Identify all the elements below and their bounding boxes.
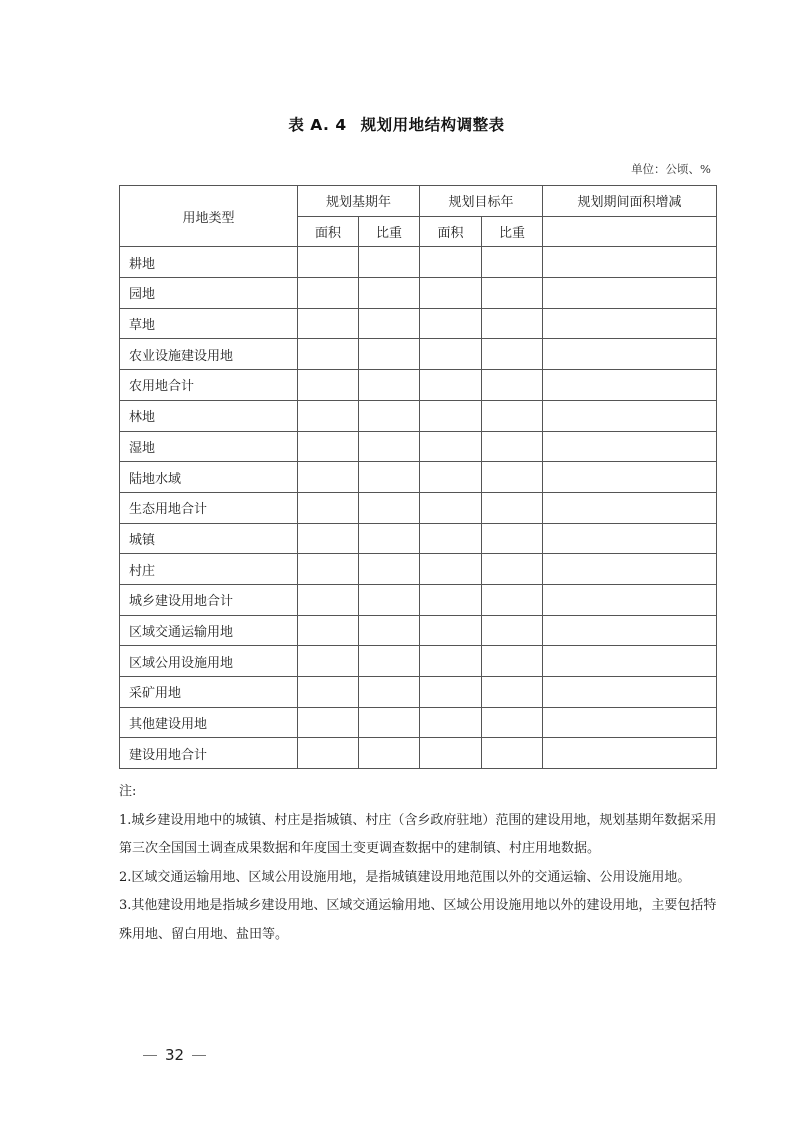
table-row <box>120 738 717 769</box>
row-label: 农业设施建设用地 <box>120 339 298 370</box>
cell-base-ratio <box>359 615 420 646</box>
cell-base-ratio <box>359 462 420 493</box>
row-label: 生态用地合计 <box>120 492 298 523</box>
header-target-ratio: 比重 <box>482 216 543 247</box>
row-label: 城镇 <box>120 523 298 554</box>
table-row <box>120 677 717 708</box>
row-label: 村庄 <box>120 554 298 585</box>
cell-target-area <box>420 308 482 339</box>
row-label: 其他建设用地 <box>120 707 298 738</box>
note-item-3: 3.其他建设用地是指城乡建设用地、区域交通运输用地、区域公用设施用地以外的建设用地，主要包括特殊用地、留白用地、盐田等。 <box>119 898 717 942</box>
row-label: 区域公用设施用地 <box>120 646 298 677</box>
cell-change <box>543 247 717 278</box>
cell-base-area <box>298 615 359 646</box>
cell-target-area <box>420 646 482 677</box>
land-structure-table <box>119 185 717 769</box>
notes-heading: 注: <box>119 784 137 799</box>
cell-base-ratio <box>359 400 420 431</box>
cell-change <box>543 677 717 708</box>
table-row <box>120 247 717 278</box>
cell-change <box>543 646 717 677</box>
cell-target-area <box>420 554 482 585</box>
cell-target-area <box>420 370 482 401</box>
cell-base-ratio <box>359 308 420 339</box>
cell-base-area <box>298 677 359 708</box>
cell-target-area <box>420 339 482 370</box>
cell-change <box>543 431 717 462</box>
cell-target-ratio <box>482 247 543 278</box>
dash-right <box>192 1055 206 1056</box>
cell-target-area <box>420 278 482 309</box>
cell-change <box>543 615 717 646</box>
cell-base-area <box>298 400 359 431</box>
cell-base-ratio <box>359 278 420 309</box>
cell-target-ratio <box>482 278 543 309</box>
table-row <box>120 431 717 462</box>
table-row <box>120 646 717 677</box>
cell-change <box>543 308 717 339</box>
table-row <box>120 308 717 339</box>
cell-change <box>543 339 717 370</box>
table-row <box>120 584 717 615</box>
cell-base-ratio <box>359 339 420 370</box>
cell-base-ratio <box>359 584 420 615</box>
cell-base-ratio <box>359 554 420 585</box>
cell-target-ratio <box>482 370 543 401</box>
cell-target-area <box>420 400 482 431</box>
dash-left <box>143 1055 157 1056</box>
cell-target-ratio <box>482 584 543 615</box>
note-item-2: 2.区域交通运输用地、区域公用设施用地，是指城镇建设用地范围以外的交通运输、公用设施用地。 <box>119 869 691 885</box>
cell-base-ratio <box>359 431 420 462</box>
cell-base-area <box>298 339 359 370</box>
cell-target-area <box>420 584 482 615</box>
cell-change <box>543 523 717 554</box>
table-row <box>120 492 717 523</box>
row-label: 陆地水域 <box>120 462 298 493</box>
cell-target-ratio <box>482 523 543 554</box>
cell-target-area <box>420 615 482 646</box>
row-label: 园地 <box>120 278 298 309</box>
cell-base-ratio <box>359 492 420 523</box>
cell-base-ratio <box>359 646 420 677</box>
header-row-1 <box>120 186 717 217</box>
notes-section <box>119 778 719 949</box>
page-number: 32 <box>165 1046 185 1064</box>
cell-change <box>543 400 717 431</box>
header-base-ratio: 比重 <box>359 216 420 247</box>
cell-target-ratio <box>482 646 543 677</box>
header-base-area: 面积 <box>298 216 359 247</box>
cell-target-ratio <box>482 738 543 769</box>
cell-target-area <box>420 738 482 769</box>
cell-base-area <box>298 646 359 677</box>
cell-target-ratio <box>482 492 543 523</box>
cell-target-ratio <box>482 431 543 462</box>
cell-target-ratio <box>482 615 543 646</box>
cell-change <box>543 492 717 523</box>
cell-base-ratio <box>359 677 420 708</box>
cell-target-ratio <box>482 554 543 585</box>
cell-target-area <box>420 247 482 278</box>
cell-base-area <box>298 431 359 462</box>
cell-change <box>543 738 717 769</box>
cell-base-area <box>298 462 359 493</box>
cell-base-area <box>298 278 359 309</box>
table-number: 表 A. 4 <box>288 116 347 134</box>
row-label: 采矿用地 <box>120 677 298 708</box>
cell-base-ratio <box>359 738 420 769</box>
header-base-year: 规划基期年 <box>298 186 420 217</box>
cell-target-area <box>420 431 482 462</box>
header-target-area: 面积 <box>420 216 482 247</box>
cell-change <box>543 584 717 615</box>
cell-base-area <box>298 584 359 615</box>
row-label: 农用地合计 <box>120 370 298 401</box>
cell-change <box>543 707 717 738</box>
cell-target-ratio <box>482 707 543 738</box>
cell-change <box>543 370 717 401</box>
cell-base-ratio <box>359 370 420 401</box>
table-row <box>120 615 717 646</box>
header-change-blank <box>543 216 717 247</box>
cell-base-area <box>298 370 359 401</box>
row-label: 建设用地合计 <box>120 738 298 769</box>
cell-target-ratio <box>482 308 543 339</box>
row-label: 湿地 <box>120 431 298 462</box>
cell-target-ratio <box>482 462 543 493</box>
cell-target-area <box>420 462 482 493</box>
row-label: 耕地 <box>120 247 298 278</box>
table-row <box>120 707 717 738</box>
note-item-1: 1.城乡建设用地中的城镇、村庄是指城镇、村庄（含乡政府驻地）范围的建设用地，规划基期年数据采用第三次全国国土调查成果数据和年度国土变更调查数据中的建制镇、村庄用地数据。 <box>119 812 717 856</box>
cell-base-area <box>298 738 359 769</box>
cell-base-area <box>298 707 359 738</box>
cell-base-ratio <box>359 247 420 278</box>
row-label: 林地 <box>120 400 298 431</box>
table-body <box>120 247 717 769</box>
unit-label: 单位：公顷、% <box>631 162 711 176</box>
table-row <box>120 370 717 401</box>
cell-base-ratio <box>359 707 420 738</box>
row-label: 草地 <box>120 308 298 339</box>
table-row <box>120 339 717 370</box>
cell-base-area <box>298 523 359 554</box>
cell-base-area <box>298 492 359 523</box>
cell-change <box>543 278 717 309</box>
cell-change <box>543 554 717 585</box>
header-target-year: 规划目标年 <box>420 186 543 217</box>
cell-change <box>543 462 717 493</box>
header-land-type: 用地类型 <box>120 186 298 247</box>
table-row <box>120 278 717 309</box>
row-label: 区域交通运输用地 <box>120 615 298 646</box>
cell-target-area <box>420 492 482 523</box>
page-footer <box>135 1046 214 1064</box>
cell-base-area <box>298 247 359 278</box>
table-row <box>120 400 717 431</box>
table-row <box>120 554 717 585</box>
table-row <box>120 462 717 493</box>
cell-target-area <box>420 707 482 738</box>
cell-target-ratio <box>482 677 543 708</box>
cell-target-ratio <box>482 400 543 431</box>
table-row <box>120 523 717 554</box>
cell-target-area <box>420 523 482 554</box>
cell-base-area <box>298 308 359 339</box>
cell-base-area <box>298 554 359 585</box>
cell-target-ratio <box>482 339 543 370</box>
cell-base-ratio <box>359 523 420 554</box>
table-title-text: 规划用地结构调整表 <box>360 116 505 134</box>
row-label: 城乡建设用地合计 <box>120 584 298 615</box>
header-change: 规划期间面积增减 <box>543 186 717 217</box>
cell-target-area <box>420 677 482 708</box>
table-title <box>0 113 793 135</box>
